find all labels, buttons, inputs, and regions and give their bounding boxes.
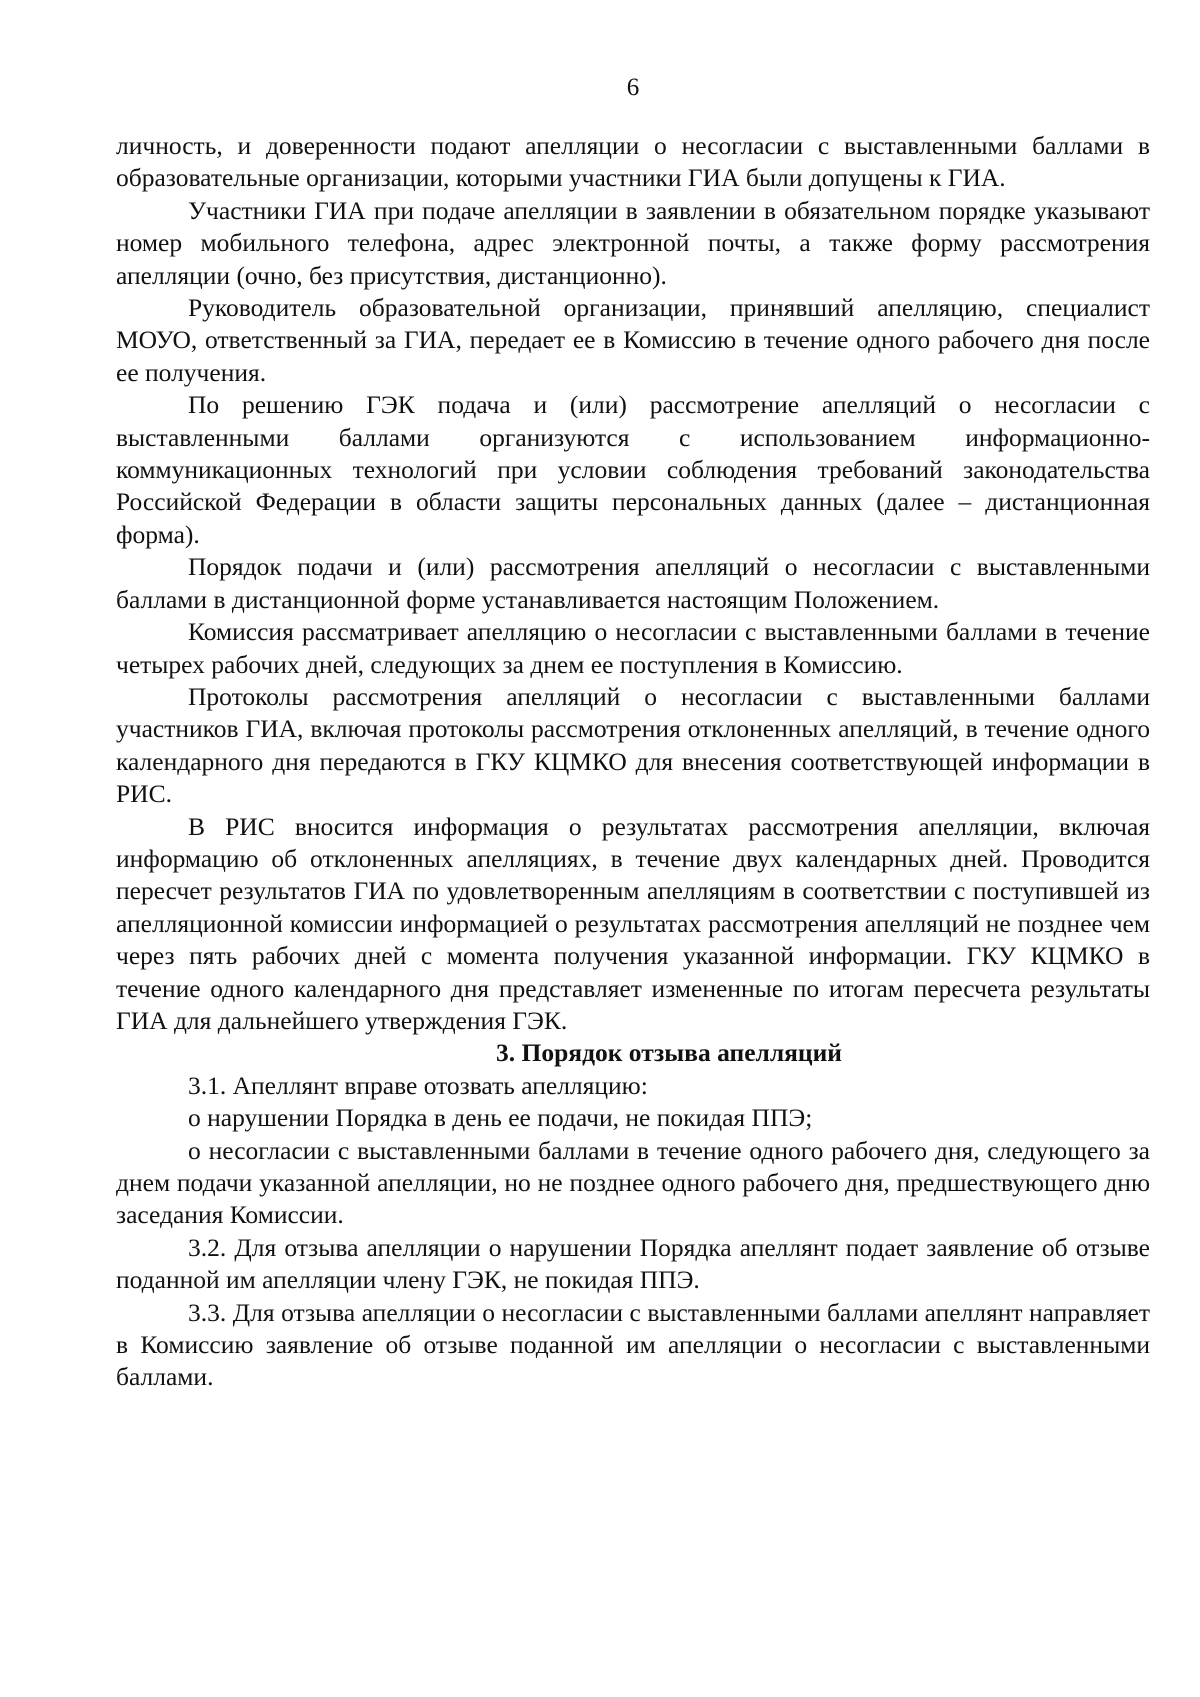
paragraph: 3.2. Для отзыва апелляции о нарушении Порядка апеллянт подает заявление об отзыве поданной им апелляции члену ГЭК, не покидая ППЭ. bbox=[116, 1232, 1150, 1295]
paragraph: Протоколы рассмотрения апелляций о несогласии с выставленными баллами участников ГИА, включая протоколы рассмотрения отклоненных апелляций, в течение одного календарного дня передаются в ГКУ КЦМКО для внесения соответствующей информации в РИС. bbox=[116, 681, 1150, 809]
paragraph: о нарушении Порядка в день ее подачи, не покидая ППЭ; bbox=[188, 1103, 813, 1133]
paragraph: 3.1. Апеллянт вправе отозвать апелляцию: bbox=[188, 1070, 648, 1100]
paragraph: о несогласии с выставленными баллами в течение одного рабочего дня, следующего за днем подачи указанной апелляции, но не позднее одного рабочего дня, предшествующего дню заседания Комиссии. bbox=[116, 1135, 1150, 1230]
page-number: 6 bbox=[626, 74, 640, 101]
paragraph: Руководитель образовательной организации, принявший апелляцию, специалист МОУО, ответственный за ГИА, передает ее в Комиссию в течение одного рабочего дня после ее получения. bbox=[116, 293, 1150, 387]
paragraph: В РИС вносится информация о результатах рассмотрения апелляции, включая информацию об отклоненных апелляциях, в течение двух календарных дней. Проводится пересчет результатов ГИА по удовлетворенным апелляциям в соответствии с поступившей из апелляционной комиссии информацией о результатах рассмотрения апелляций не позднее чем через пять рабочих дней с момента получения указанной информации. ГКУ КЦМКО в течение одного календарного дня представляет измененные по итогам пересчета результаты ГИА для дальнейшего утверждения ГЭК. bbox=[116, 811, 1150, 1035]
paragraph: По решению ГЭК подача и (или) рассмотрение апелляций о несогласии с выставленными баллами организуются с использованием информационно-коммуникационных технологий при условии соблюдения требований законодательства Российской Федерации в области защиты персональных данных (далее – дистанционная форма). bbox=[116, 390, 1150, 549]
paragraph: Комиссия рассматривает апелляцию о несогласии с выставленными баллами в течение четырех рабочих дней, следующих за днем ее поступления в Комиссию. bbox=[116, 617, 1150, 679]
section-heading: 3. Порядок отзыва апелляций bbox=[496, 1038, 842, 1068]
document-body bbox=[116, 130, 1150, 1394]
paragraph: Порядок подачи и (или) рассмотрения апелляций о несогласии с выставленными баллами в дистанционной форме устанавливается настоящим Положением. bbox=[116, 552, 1150, 614]
paragraph: 3.3. Для отзыва апелляции о несогласии с выставленными баллами апеллянт направляет в Комиссию заявление об отзыве поданной им апелляции о несогласии с выставленными баллами. bbox=[116, 1297, 1150, 1392]
paragraph: Участники ГИА при подаче апелляции в заявлении в обязательном порядке указывают номер мобильного телефона, адрес электронной почты, а также форму рассмотрения апелляции (очно, без присутствия, дистанционно). bbox=[116, 195, 1150, 290]
paragraph-continuation: личность, и доверенности подают апелляции о несогласии с выставленными баллами в образовательные организации, которыми участники ГИА были допущены к ГИА. bbox=[116, 131, 1150, 193]
